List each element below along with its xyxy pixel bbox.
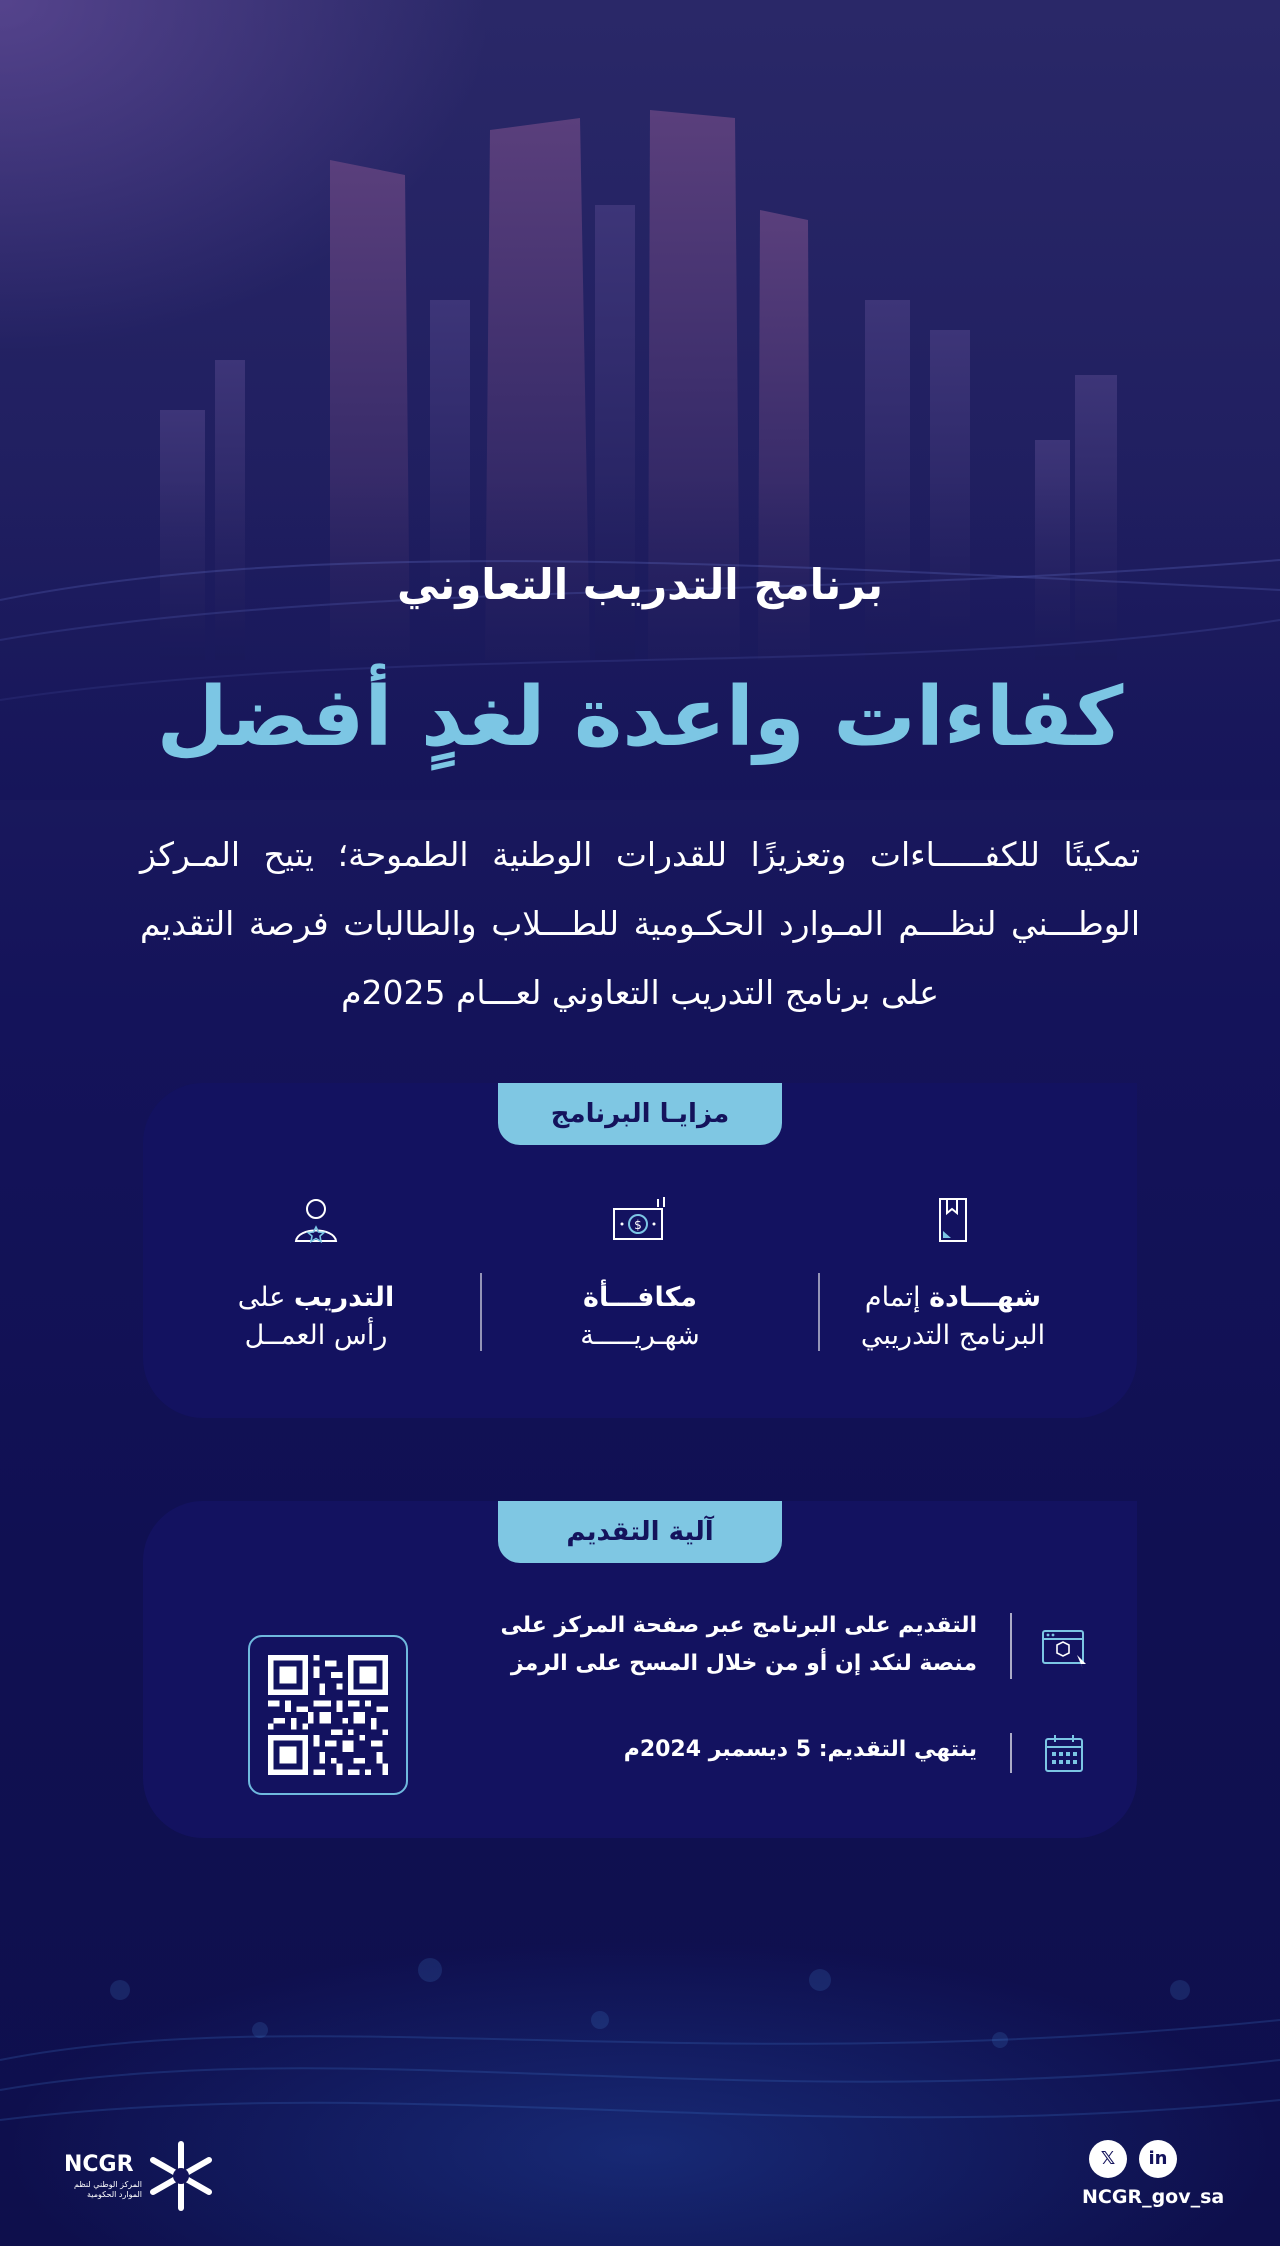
application-card <box>143 1501 1137 1838</box>
qr-code-icon <box>268 1655 388 1775</box>
ncgr-emblem-icon <box>144 2138 218 2214</box>
money-icon <box>610 1191 670 1251</box>
benefit-certificate-bold: شهـــادة <box>929 1282 1042 1313</box>
logo-subtitle: المركز الوطني لنظم الموارد الحكومية <box>74 2180 142 2199</box>
benefit-divider <box>818 1273 820 1351</box>
apply-deadline: ينتهي التقديم: 5 ديسمبر 2024م <box>623 1737 977 1762</box>
x-social-icon[interactable]: 𝕏 <box>1089 2140 1127 2178</box>
benefits-card <box>143 1083 1137 1418</box>
apply-step-1-line1: التقديم على البرنامج عبر صفحة المركز على <box>500 1613 977 1638</box>
ncgr-logo <box>64 2138 224 2218</box>
logo-text: NCGR <box>64 2152 134 2177</box>
program-subtitle: برنامج التدريب التعاوني <box>396 560 884 609</box>
benefit-certificate-line2: البرنامج التدريبي <box>860 1320 1046 1351</box>
intro-paragraph: تمكينًا للكفـــــاءات وتعزيزًا للقدرات الوطنية الطموحة؛ يتيح المـركز الوطـــني لنظـــم المـوارد الحكـومية للطـــلاب والطالبات فرصة التقديم على برنامج التدريب التعاوني لعـــام 2025م <box>140 835 1140 1012</box>
benefit-reward-line2: شهـريـــــة <box>580 1320 700 1351</box>
certificate-icon <box>923 1191 983 1251</box>
benefit-training <box>186 1191 446 1355</box>
trainee-icon <box>286 1191 346 1251</box>
apply-step-2 <box>457 1731 977 1775</box>
benefits-title: مزايـا البرنامج <box>498 1083 782 1145</box>
headline: كفاءات واعدة لغدٍ أفضل <box>156 670 1124 765</box>
calendar-icon <box>1043 1733 1085 1775</box>
social-handle: NCGR_gov_sa <box>1082 2186 1225 2208</box>
benefit-reward <box>510 1191 770 1355</box>
step-divider <box>1010 1733 1012 1773</box>
qr-code-frame[interactable] <box>248 1635 408 1795</box>
benefit-training-line2: رأس العمــل <box>244 1320 388 1351</box>
benefit-certificate <box>823 1191 1083 1355</box>
benefit-certificate-rest: إتمام <box>864 1282 930 1313</box>
apply-step-1-line2: منصة لنكد إن أو من خلال المسح على الرمز <box>510 1651 977 1676</box>
apply-step-1 <box>457 1607 977 1687</box>
benefit-training-rest: على <box>237 1282 294 1313</box>
benefit-training-bold: التدريب <box>293 1282 395 1313</box>
benefit-divider <box>480 1273 482 1351</box>
web-application-icon <box>1041 1627 1089 1671</box>
svg-text:$: $ <box>634 1218 642 1232</box>
linkedin-social-icon[interactable]: in <box>1139 2140 1177 2178</box>
apply-title: آلية التقديم <box>498 1501 782 1563</box>
step-divider <box>1010 1613 1012 1679</box>
benefit-reward-bold: مكافـــأة <box>583 1282 697 1313</box>
